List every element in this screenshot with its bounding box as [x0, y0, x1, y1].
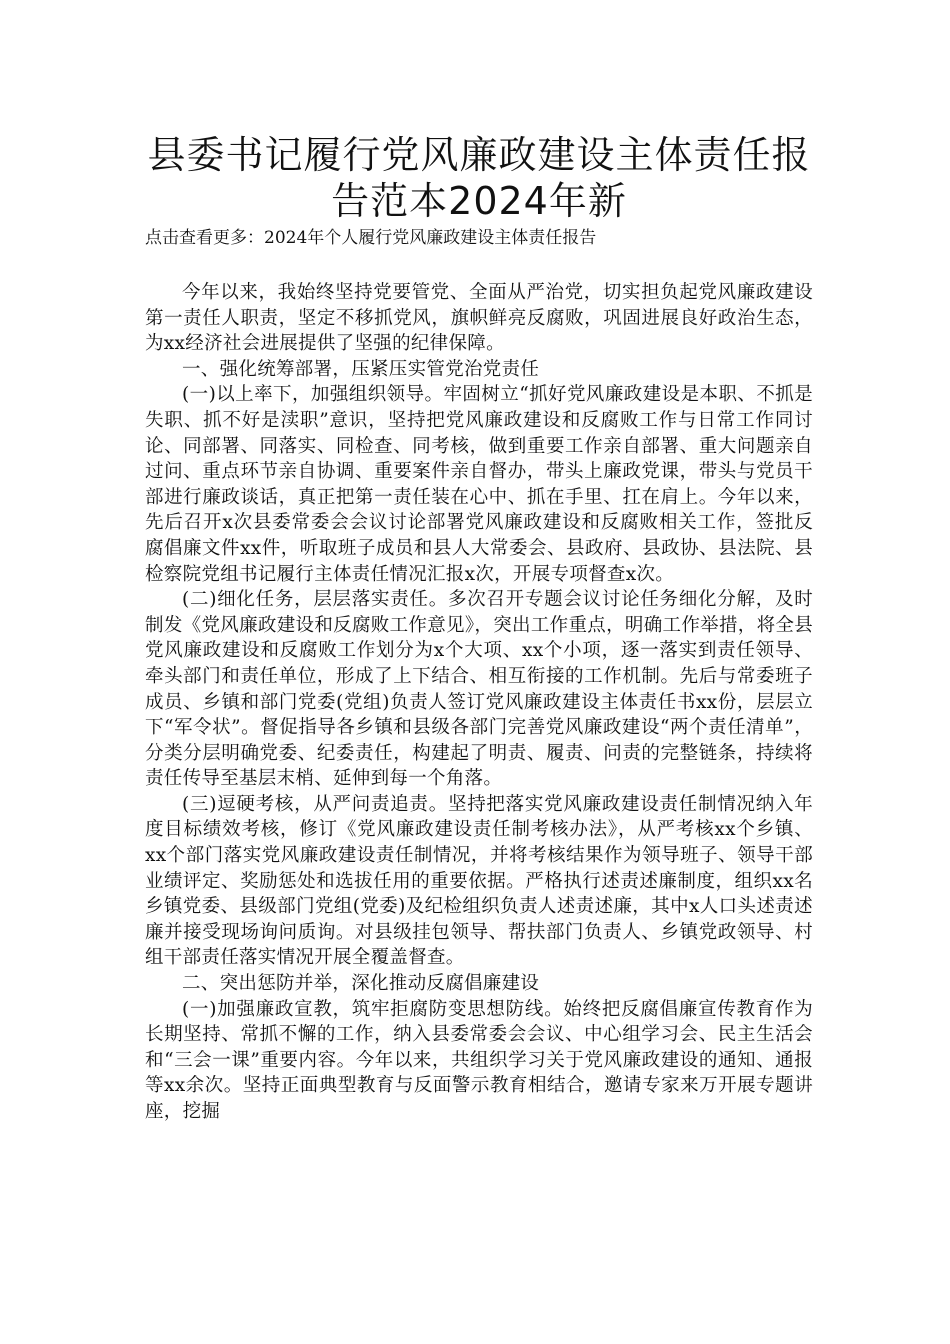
document-title [145, 132, 813, 224]
title-line-1: 县委书记履行党风廉政建设主体责任报 [147, 133, 811, 177]
title-line-2: 告范本2024年新 [331, 179, 627, 223]
paragraph-1-1: (一)以上率下，加强组织领导。牢固树立“抓好党风廉政建设是本职、不抓是失职、抓不好是渎职”意识，坚持把党风廉政建设和反腐败工作与日常工作同讨论、同部署、同落实、同检查、同考核，做到重要工作亲自部署、重大问题亲自过问、重点环节亲自协调、重要案件亲自督办，带头上廉政党课，带头与党员干部进行廉政谈话，真正把第一责任装在心中、抓在手里、扛在肩上。今年以来，先后召开x次县委常委会会议讨论部署党风廉政建设和反腐败相关工作，签批反腐倡廉文件xx件，听取班子成员和县人大常委会、县政府、县政协、县法院、县检察院党组书记履行主体责任情况汇报x次，开展专项督查x次。 [145, 384, 813, 585]
spacer [145, 252, 813, 280]
document-page [145, 120, 813, 1125]
more-link[interactable]: 点击查看更多：2024年个人履行党风廉政建设主体责任报告 [145, 228, 597, 248]
paragraph-1-3: (三)逗硬考核，从严问责追责。坚持把落实党风廉政建设责任制情况纳入年度目标绩效考核，修订《党风廉政建设责任制考核办法》，从严考核xx个乡镇、xx个部门落实党风廉政建设责任制情况，并将考核结果作为领导班子、领导干部业绩评定、奖励惩处和选拔任用的重要依据。严格执行述责述廉制度，组织xx名乡镇党委、县级部门党组(党委)及纪检组织负责人述责述廉，其中x人口头述责述廉并接受现场询问质询。对县级挂包领导、帮扶部门负责人、乡镇党政领导、村组干部责任落实情况开展全覆盖督查。 [145, 793, 813, 969]
section-heading-2: 二、突出惩防并举，深化推动反腐倡廉建设 [182, 973, 540, 995]
paragraph-1-2: (二)细化任务，层层落实责任。多次召开专题会议讨论任务细化分解，及时制发《党风廉政建设和反腐败工作意见》，突出工作重点，明确工作举措，将全县党风廉政建设和反腐败工作划分为x个大项、xx个小项，逐一落实到责任领导、牵头部门和责任单位，形成了上下结合、相互衔接的工作机制。先后与常委班子成员、乡镇和部门党委(党组)负责人签订党风廉政建设主体责任书xx份，层层立下“军令状”。督促指导各乡镇和县级各部门完善党风廉政建设“两个责任清单”，分类分层明确党委、纪委责任，构建起了明责、履责、问责的完整链条，持续将责任传导至基层末梢、延伸到每一个角落。 [145, 589, 813, 790]
intro-paragraph: 今年以来，我始终坚持党要管党、全面从严治党，切实担负起党风廉政建设第一责任人职责，坚定不移抓党风，旗帜鲜亮反腐败，巩固进展良好政治生态，为xx经济社会进展提供了坚强的纪律保障。 [145, 282, 813, 355]
paragraph-2-1: (一)加强廉政宣教，筑牢拒腐防变思想防线。始终把反腐倡廉宣传教育作为长期坚持、常抓不懈的工作，纳入县委常委会会议、中心组学习会、民主生活会和“三会一课”重要内容。今年以来，共组织学习关于党风廉政建设的通知、通报等xx余次。坚持正面典型教育与反面警示教育相结合，邀请专家来万开展专题讲座，挖掘 [145, 998, 813, 1122]
section-heading-1: 一、强化统筹部署，压紧压实管党治党责任 [182, 358, 540, 380]
